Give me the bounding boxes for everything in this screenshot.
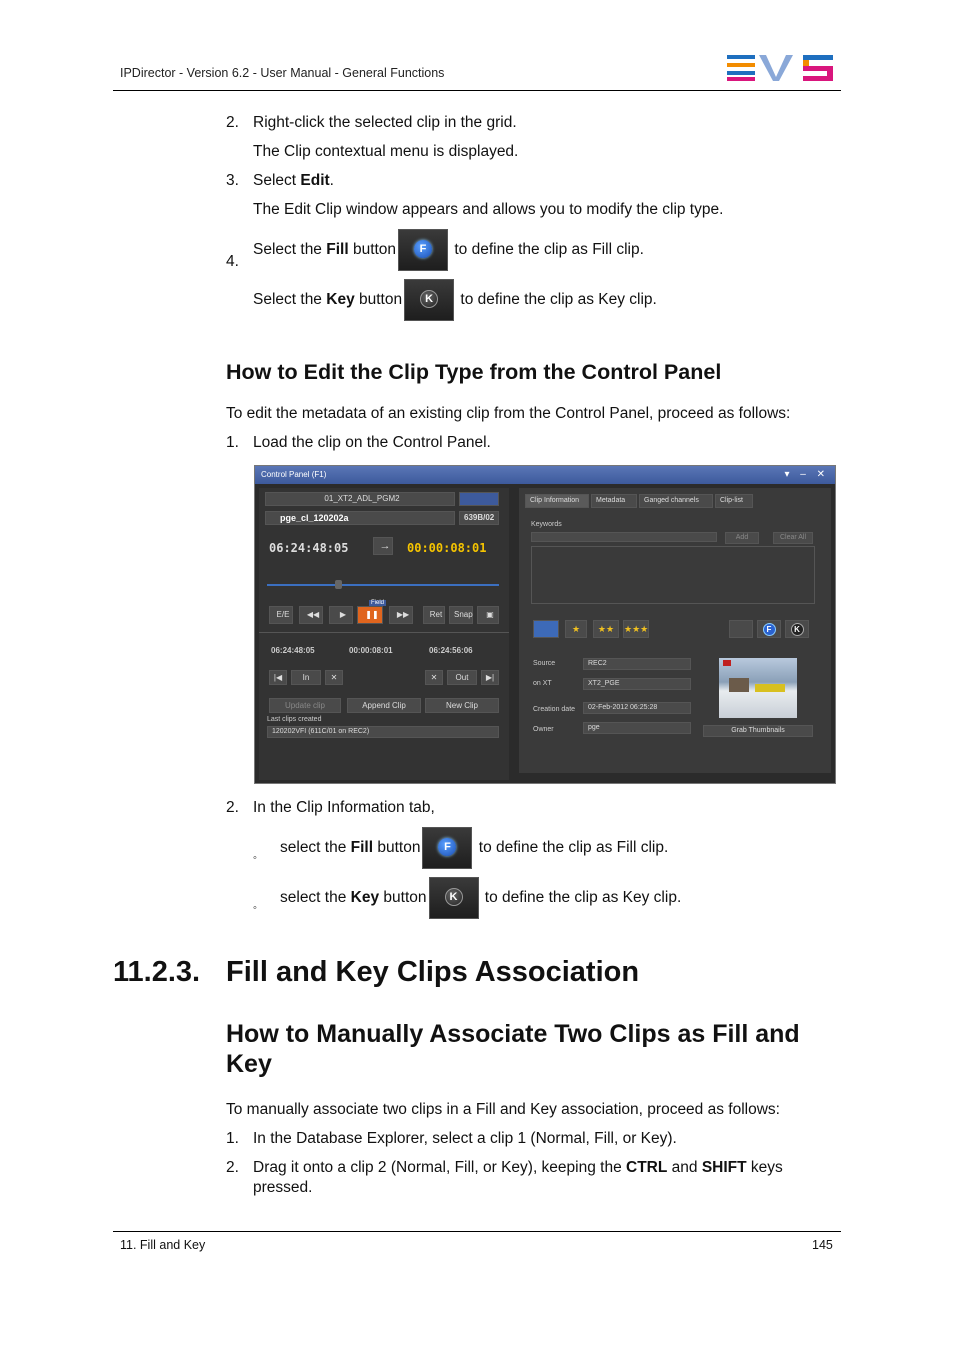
step-text: Load the clip on the Control Panel. [253, 434, 491, 451]
creation-date-label: Creation date [533, 706, 576, 713]
step-number: 1. [226, 434, 239, 451]
window-title: Control Panel (F1) [255, 466, 835, 484]
header-title: IPDirector - Version 6.2 - User Manual - General Functions [120, 66, 445, 80]
camera-icon: ▣ [477, 606, 499, 624]
step-text: Select Edit. [253, 172, 334, 189]
keywords-label: Keywords [531, 521, 562, 528]
clear-in-icon: ✕ [325, 670, 343, 685]
step-subtext: The Edit Clip window appears and allows you to modify the clip type. [253, 201, 724, 218]
section-title: Fill and Key Clips Association [226, 956, 640, 988]
evs-logo [727, 55, 833, 81]
step-text: Drag it onto a clip 2 (Normal, Fill, or Key), keeping the CTRL and SHIFT keys [253, 1159, 783, 1176]
update-clip-button: Update clip [269, 698, 341, 713]
tab-metadata: Metadata [591, 494, 637, 508]
source-value: REC2 [583, 658, 691, 670]
footer-chapter: 11. Fill and Key [120, 1238, 206, 1252]
tab-clip-information: Clip Information [525, 494, 589, 508]
goto-out-icon: ▶| [481, 670, 499, 685]
field-badge: Field [371, 600, 385, 606]
section-intro: To manually associate two clips in a Fill and Key association, proceed as follows: [226, 1101, 780, 1118]
bullet: ◦ [253, 852, 257, 864]
fill-button-icon: F [757, 620, 781, 638]
last-clips-label: Last clips created [267, 716, 322, 723]
fill-instruction: Select the Fill button F to define the clip as Fill clip. [253, 229, 644, 271]
onxt-label: on XT [533, 680, 552, 687]
step-number: 3. [226, 172, 239, 189]
append-clip-button: Append Clip [347, 698, 421, 713]
key-button-icon: K [429, 877, 479, 919]
section-heading: How to Edit the Clip Type from the Control Panel [226, 360, 722, 384]
play-icon: ▶ [329, 606, 353, 624]
step-number: 2. [226, 799, 239, 816]
step-text: In the Database Explorer, select a clip 1 (Normal, Fill, or Key). [253, 1130, 677, 1147]
control-panel-screenshot [254, 465, 836, 784]
view-icon [459, 492, 499, 506]
step-number: 4. [226, 253, 239, 270]
onxt-value: XT2_PGE [583, 678, 691, 690]
tab-clip-list: Clip-list [715, 494, 753, 508]
new-clip-button: New Clip [425, 698, 499, 713]
mark-in-button: In [291, 670, 321, 685]
last-clip-dropdown: 120202VFI (611C/01 on REC2) [267, 726, 499, 738]
goto-in-icon: |◀ [269, 670, 287, 685]
tc-in: 06:24:48:05 [271, 646, 315, 655]
rating-3: ★★★ [623, 620, 649, 638]
subsection-heading-line2: Key [226, 1050, 272, 1078]
jog-handle [335, 580, 342, 589]
window-controls: ▾ – ✕ [784, 469, 829, 480]
bullet: ◦ [253, 902, 257, 914]
subsection-heading-line1: How to Manually Associate Two Clips as Fill and [226, 1020, 800, 1048]
grab-thumbnails-button: Grab Thumbnails [703, 725, 813, 737]
mark-out-button: Out [447, 670, 477, 685]
fill-button-icon: F [422, 827, 472, 869]
color-swatch [533, 620, 559, 638]
player-pane [259, 488, 509, 780]
step-text: Right-click the selected clip in the grid. [253, 114, 517, 131]
page-number: 145 [812, 1238, 833, 1252]
owner-value: pge [583, 722, 691, 734]
source-label: Source [533, 660, 556, 667]
header-rule [113, 90, 841, 91]
page-field: 639B/02 [459, 511, 499, 525]
return-button: Ret [423, 606, 445, 624]
key-instruction: select the Key button K to define the clip as Key clip. [280, 877, 681, 919]
keywords-area [531, 546, 815, 604]
section-number: 11.2.3. [113, 956, 201, 988]
ee-button: E/E [269, 606, 293, 624]
rating-1: ★ [565, 620, 587, 638]
section-intro: To edit the metadata of an existing clip from the Control Panel, proceed as follows: [226, 405, 791, 422]
step-subtext: The Clip contextual menu is displayed. [253, 143, 519, 160]
timecode-remaining: 00:00:08:01 [407, 541, 487, 555]
tc-duration: 00:00:08:01 [349, 646, 393, 655]
key-button-icon: K [404, 279, 454, 321]
rating-2: ★★ [593, 620, 619, 638]
key-button-icon: K [785, 620, 809, 638]
owner-label: Owner [533, 726, 554, 733]
fast-forward-icon: ▶▶ [389, 606, 413, 624]
rewind-icon: ◀◀ [299, 606, 323, 624]
clip-name: 01_XT2_ADL_PGM2 [265, 492, 455, 506]
arrow-icon: → [373, 537, 393, 555]
clear-all-button: Clear All [773, 532, 813, 544]
clip-info-pane [519, 488, 831, 773]
thumbnail-image [719, 658, 797, 718]
step-number: 2. [226, 114, 239, 131]
creation-date-value: 02-Feb-2012 06:25:28 [583, 702, 691, 714]
fill-button-icon: F [398, 229, 448, 271]
step-text-continued: pressed. [253, 1179, 313, 1196]
clip-field: pge_cl_120202a [265, 511, 455, 525]
step-text: In the Clip Information tab, [253, 799, 435, 816]
tab-ganged-channels: Ganged channels [639, 494, 713, 508]
step-number: 2. [226, 1159, 239, 1176]
pause-icon: ❚❚ [357, 606, 383, 624]
keywords-input [531, 532, 717, 542]
key-instruction: Select the Key button K to define the clip as Key clip. [253, 279, 657, 321]
step-number: 1. [226, 1130, 239, 1147]
fill-instruction: select the Fill button F to define the clip as Fill clip. [280, 827, 668, 869]
tc-out: 06:24:56:06 [429, 646, 473, 655]
add-keyword-button: Add [725, 532, 759, 544]
snap-button: Snap [449, 606, 473, 624]
normal-clip-button [729, 620, 753, 638]
clear-out-icon: ✕ [425, 670, 443, 685]
footer-rule [113, 1231, 841, 1232]
divider [259, 632, 509, 633]
timecode-current: 06:24:48:05 [269, 541, 349, 555]
jog-bar [267, 584, 499, 586]
